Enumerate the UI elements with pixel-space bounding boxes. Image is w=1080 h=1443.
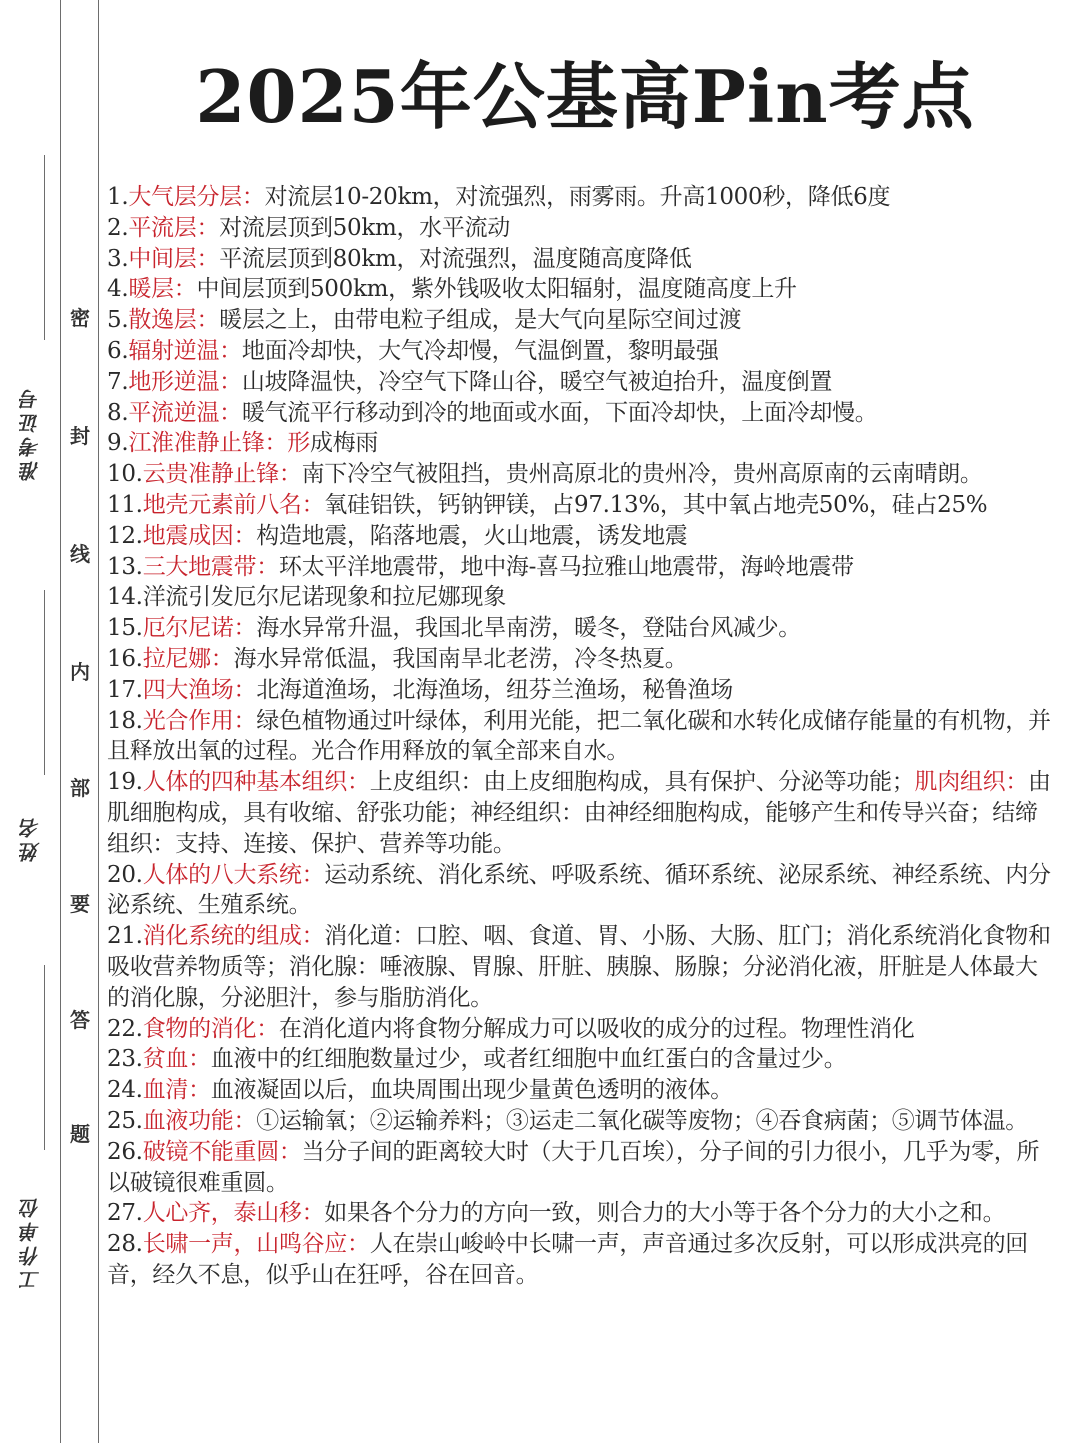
list-item <box>107 398 1057 429</box>
item-number: 27. <box>107 1200 143 1227</box>
item-keyword: 破镜不能重圆： <box>142 1138 302 1165</box>
item-number: 1. <box>107 184 129 210</box>
item-number: 13. <box>107 553 143 580</box>
page-title: 2025年公基高Pin考点 <box>195 54 975 139</box>
item-text: 海水异常低温，我国南旱北老涝，冷冬热夏。 <box>233 645 688 672</box>
seal-char: 密 <box>70 306 90 330</box>
item-number: 17. <box>107 676 143 703</box>
item-text: 成梅雨 <box>309 430 379 457</box>
field-divider <box>44 155 45 340</box>
item-keyword: 人体的四种基本组织： <box>142 769 370 796</box>
item-number: 11. <box>107 491 143 518</box>
item-number: 6. <box>107 337 129 364</box>
item-number: 25. <box>107 1107 143 1134</box>
item-keyword: 平流逆温： <box>128 399 242 426</box>
item-text: 平流层顶到80km，对流强烈，温度随高度降低 <box>219 245 692 272</box>
field-divider <box>44 965 45 1150</box>
list-item <box>107 1137 1057 1199</box>
knowledge-point-list <box>107 182 1057 1291</box>
item-text: 消化道：口腔、咽、食道、胃、小肠、大肠、肛门；消化系统消化食物和吸收营养物质等；消化腺：唾液腺、胃腺、肝脏、胰腺、肠腺；分泌消化液，肝脏是人体最大的消化腺，分泌胆汁，参与脂肪消化。 <box>107 923 1051 1011</box>
item-text: 在消化道内将食物分解成力可以吸收的成分的过程。物理性消化 <box>278 1015 915 1042</box>
list-item <box>107 1044 1057 1075</box>
seal-char: 封 <box>70 424 90 448</box>
item-keyword: 地形逆温： <box>128 368 242 395</box>
item-number: 7. <box>107 368 129 395</box>
item-keyword: 三大地震带： <box>142 553 279 580</box>
item-keyword: 血液功能： <box>142 1107 257 1134</box>
seal-char: 线 <box>70 542 90 566</box>
item-keyword: 血清： <box>142 1077 211 1104</box>
item-number: 10. <box>107 461 143 488</box>
item-keyword: 散逸层： <box>128 307 220 334</box>
item-text: 洋流引发厄尔尼诺现象和拉尼娜现象 <box>142 584 506 611</box>
list-item <box>107 459 1057 490</box>
item-text: 氧硅铝铁，钙钠钾镁，占97.13%，其中氧占地壳50%，硅占25% <box>324 491 988 518</box>
list-item <box>107 582 1057 613</box>
item-keyword: 大气层分层： <box>128 184 265 210</box>
item-text: 当分子间的距离较大时（大于几百埃），分子间的引力很小，几乎为零，所以破镜很难重圆。 <box>107 1138 1040 1196</box>
item-keyword: 厄尔尼诺： <box>142 615 257 642</box>
item-number: 19. <box>107 769 143 796</box>
item-text: 中间层顶到500km，紫外钱吸收太阳辐射，温度随高度上升 <box>196 276 797 303</box>
list-item <box>107 490 1057 521</box>
item-text: 南下冷空气被阻挡，贵州高原北的贵州冷，贵州高原南的云南晴朗。 <box>301 461 983 488</box>
item-number: 24. <box>107 1077 143 1104</box>
item-keyword: 中间层： <box>128 245 220 272</box>
list-item <box>107 552 1057 583</box>
item-number: 20. <box>107 861 143 888</box>
seal-char: 内 <box>70 660 90 684</box>
name-label: 姓名 <box>19 814 43 862</box>
item-number: 26. <box>107 1138 143 1165</box>
item-number: 18. <box>107 707 143 734</box>
item-keyword: 地震成因： <box>142 522 257 549</box>
item-text: 对流层顶到50km，水平流动 <box>219 214 510 241</box>
item-keyword: 暖层： <box>128 276 197 303</box>
item-keyword: 拉尼娜： <box>142 645 234 672</box>
list-item <box>107 706 1057 768</box>
list-item <box>107 428 1057 459</box>
seal-line-right <box>98 0 99 1443</box>
item-keyword: 云贵准静止锋： <box>142 461 302 488</box>
list-item <box>107 244 1057 275</box>
list-item <box>107 521 1057 552</box>
item-keyword: 地壳元素前八名： <box>142 491 325 518</box>
item-text: 运动系统、消化系统、呼吸系统、循环系统、泌尿系统、神经系统、内分泌系统、生殖系统。 <box>107 861 1051 919</box>
list-item <box>107 767 1057 859</box>
list-item <box>107 274 1057 305</box>
item-keyword: 贫血： <box>142 1046 211 1073</box>
item-number: 22. <box>107 1015 143 1042</box>
seal-char: 部 <box>70 776 90 800</box>
item-keyword: 平流层： <box>128 214 220 241</box>
item-keyword: 消化系统的组成： <box>142 923 325 950</box>
item-text: 血液凝固以后，血块周围出现少量黄色透明的液体。 <box>210 1077 733 1104</box>
item-number: 28. <box>107 1231 143 1258</box>
item-keyword: 人心齐，泰山移： <box>142 1200 325 1227</box>
seal-char: 答 <box>70 1008 90 1032</box>
list-item <box>107 675 1057 706</box>
item-keyword: 食物的消化： <box>142 1015 279 1042</box>
list-item <box>107 1014 1057 1045</box>
item-number: 16. <box>107 645 143 672</box>
list-item <box>107 367 1057 398</box>
item-keyword: 长啸一声，山鸣谷应： <box>142 1231 370 1258</box>
item-keyword: 光合作用： <box>142 707 257 734</box>
item-number: 12. <box>107 522 143 549</box>
item-text: 暖层之上，由带电粒子组成，是大气向星际空间过渡 <box>219 307 742 334</box>
seal-char: 题 <box>70 1122 90 1146</box>
item-number: 15. <box>107 615 143 642</box>
item-keyword: 肌肉组织： <box>914 769 1029 796</box>
item-keyword: 江淮准静止锋：形 <box>128 430 310 457</box>
field-divider <box>44 590 45 775</box>
item-text: 绿色植物通过叶绿体，利用光能，把二氧化碳和水转化成储存能量的有机物，并且释放出氧的过程。光合作用释放的氧全部来自水。 <box>107 707 1051 765</box>
list-item <box>107 182 1057 213</box>
seal-line-left <box>60 0 61 1443</box>
item-number: 2. <box>107 214 129 241</box>
item-keyword: 辐射逆温： <box>128 337 242 364</box>
item-text: 山坡降温快，冷空气下降山谷，暖空气被迫抬升，温度倒置 <box>241 368 833 395</box>
list-item <box>107 921 1057 1013</box>
item-number: 9. <box>107 430 129 457</box>
item-text: 海水异常升温，我国北旱南涝，暖冬，登陆台风减少。 <box>256 615 802 642</box>
item-text: 如果各个分力的方向一致，则合力的大小等于各个分力的大小之和。 <box>324 1200 1006 1227</box>
item-number: 4. <box>107 276 129 303</box>
item-keyword: 人体的八大系统： <box>142 861 325 888</box>
list-item <box>107 305 1057 336</box>
item-text: 地面冷却快，大气冷却慢，气温倒置，黎明最强 <box>241 337 719 364</box>
list-item <box>107 860 1057 922</box>
item-number: 8. <box>107 399 129 426</box>
list-item <box>107 1106 1057 1137</box>
list-item <box>107 613 1057 644</box>
list-item <box>107 1198 1057 1229</box>
work-unit-label: 工作单位 <box>19 1194 43 1291</box>
list-item <box>107 644 1057 675</box>
item-text: 环太平洋地震带，地中海-喜马拉雅山地震带，海岭地震带 <box>278 553 854 580</box>
list-item <box>107 1075 1057 1106</box>
seal-char: 要 <box>70 892 90 916</box>
item-text: 上皮组织：由上皮细胞构成，具有保护、分泌等功能； <box>369 769 915 796</box>
item-text: 由肌细胞构成，具有收缩、舒张功能；神经组织：由神经细胞构成，能够产生和传导兴奋；结缔组织：支持、连接、保护、营养等功能。 <box>107 769 1051 857</box>
item-number: 3. <box>107 245 129 272</box>
exam-id-label: 准考证号 <box>19 385 43 481</box>
item-text: ①运输氧；②运输养料；③运走二氧化碳等废物；④吞食病菌；⑤调节体温。 <box>256 1107 1029 1134</box>
item-number: 5. <box>107 307 129 334</box>
item-text: 暖气流平行移动到冷的地面或水面，下面冷却快，上面冷却慢。 <box>241 399 878 426</box>
item-number: 14. <box>107 584 143 611</box>
item-text: 北海道渔场，北海渔场，纽芬兰渔场，秘鲁渔场 <box>256 676 733 703</box>
item-text: 人在崇山峻岭中长啸一声，声音通过多次反射，可以形成洪亮的回音，经久不息，似乎山在狂呼，谷在回音。 <box>107 1231 1029 1288</box>
list-item <box>107 336 1057 367</box>
list-item <box>107 213 1057 244</box>
item-text: 构造地震，陷落地震，火山地震，诱发地震 <box>256 522 688 549</box>
item-text: 血液中的红细胞数量过少，或者红细胞中血红蛋白的含量过少。 <box>210 1046 847 1073</box>
item-keyword: 四大渔场： <box>142 676 257 703</box>
item-number: 21. <box>107 923 143 950</box>
list-item <box>107 1229 1057 1291</box>
item-text: 对流层10-20km，对流强烈，雨雾雨。升高1000秒，降低6度 <box>264 184 891 210</box>
item-number: 23. <box>107 1046 143 1073</box>
